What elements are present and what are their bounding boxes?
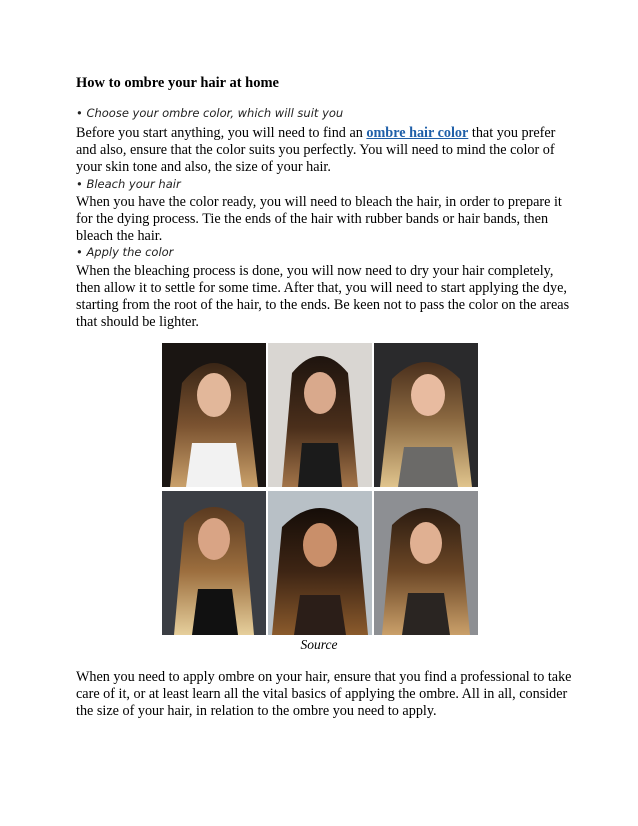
ombre-photo-collage — [162, 343, 476, 637]
step3-paragraph: When the bleaching process is done, you will now need to dry your hair completely, then allow it to settle for some time. After that, you will need to start applying the dye, starting from the root of the hair, to the ends. Be keen not to pass the color on the areas that should be lighter. — [76, 263, 570, 330]
closing-paragraph: When you need to apply ombre on your hair, ensure that you find a professional to take care of it, or at least learn all the vital basics of applying the ombre. All in all, consider the size of your hair, in relation to the ombre you need to apply. — [76, 669, 572, 719]
ombre-photo-3 — [374, 343, 478, 487]
step1-text-before: Before you start anything, you will need to find an — [76, 125, 367, 141]
step2-paragraph: When you have the color ready, you will need to bleach the hair, in order to prepare it for the dying process. Tie the ends of the hair with rubber bands or hair bands, then bleach the hair. — [76, 194, 562, 244]
ombre-photo-4 — [162, 491, 266, 635]
ombre-photo-1 — [162, 343, 266, 487]
ombre-photo-6 — [374, 491, 478, 635]
step1-paragraph — [76, 125, 576, 176]
step3-heading: • Apply the color — [76, 245, 174, 259]
step1-text-after: that you prefer and also, ensure that the color suits you perfectly. You will need to mind the color of your skin tone and also, the size of your hair. — [76, 125, 556, 175]
step1-heading: • Choose your ombre color, which will suit you — [76, 106, 344, 120]
ombre-photo-2 — [268, 343, 372, 487]
article-title: How to ombre your hair at home — [76, 75, 279, 91]
ombre-hair-color-link[interactable]: ombre hair color — [366, 125, 469, 141]
step2-heading: • Bleach your hair — [76, 177, 181, 191]
ombre-photo-5 — [268, 491, 372, 635]
image-caption: Source — [300, 637, 338, 652]
